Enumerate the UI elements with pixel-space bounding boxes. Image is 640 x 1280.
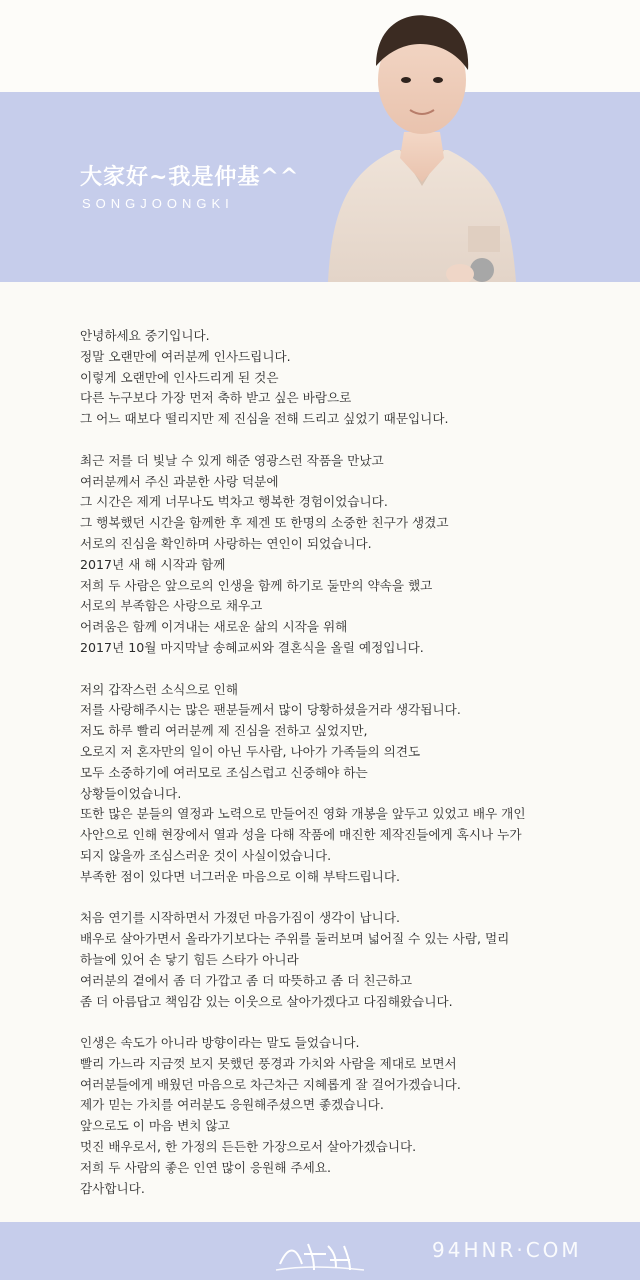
letter-line: 제가 믿는 가치를 여러분도 응원해주셨으면 좋겠습니다.: [80, 1097, 384, 1113]
letter-line: 서로의 진심을 확인하며 사랑하는 연인이 되었습니다.: [80, 535, 372, 551]
letter-line: 어려움은 함께 이겨내는 새로운 삶의 시작을 위해: [80, 619, 348, 635]
greeting-title: 大家好~我是仲基^^: [80, 164, 300, 190]
letter-line: 빨리 가느라 지금껏 보지 못했던 풍경과 가치와 사람을 제대로 보면서: [80, 1055, 457, 1071]
letter-line: 좀 더 아름답고 책임감 있는 이웃으로 살아가겠다고 다짐해왔습니다.: [80, 993, 453, 1009]
watermark-text: 94HNR·COM: [432, 1238, 582, 1262]
letter-line: 다른 누구보다 가장 먼저 축하 받고 싶은 바람으로: [80, 390, 352, 406]
letter-line: 여러분의 곁에서 좀 더 가깝고 좀 더 따뜻하고 좀 더 친근하고: [80, 972, 413, 988]
letter-line: 되지 않을까 조심스러운 것이 사실이었습니다.: [80, 847, 332, 863]
letter-line: 저희 두 사람은 앞으로의 인생을 함께 하기로 둘만의 약속을 했고: [80, 577, 433, 593]
letter-line: 여러분께서 주신 과분한 사랑 덕분에: [80, 473, 279, 489]
letter-line: 여러분들에게 배웠던 마음으로 차근차근 지혜롭게 잘 걸어가겠습니다.: [80, 1076, 461, 1092]
letter-line: 안녕하세요 중기입니다.: [80, 328, 210, 343]
letter-line: 그 행복했던 시간을 함께한 후 제겐 또 한명의 소중한 친구가 생겼고: [80, 515, 449, 531]
letter-line: 저희 두 사람의 좋은 인연 많이 응원해 주세요.: [80, 1159, 332, 1175]
letter-line: 최근 저를 더 빛날 수 있게 해준 영광스런 작품을 만났고: [80, 452, 384, 468]
letter-line: 인생은 속도가 아니라 방향이라는 말도 들었습니다.: [80, 1035, 360, 1051]
letter-paragraph: [80, 680, 628, 888]
letter-line: 2017년 10월 마지막날 송혜교씨와 결혼식을 올릴 예정입니다.: [80, 639, 424, 655]
letter-line: 또한 많은 분들의 열정과 노력으로 만들어진 영화 개봉을 앞두고 있었고 배우 개인: [80, 806, 526, 822]
letter-line: 2017년 새 해 시작과 함께: [80, 556, 226, 572]
letter-paragraph: [80, 1033, 628, 1199]
letter-line: 하늘에 있어 손 닿기 힘든 스타가 아니라: [80, 951, 299, 967]
letter-line: 저를 사랑해주시는 많은 팬분들께서 많이 당황하셨을거라 생각됩니다.: [80, 702, 461, 718]
letter-paragraph: [80, 451, 628, 659]
letter-line: 사안으로 인해 현장에서 열과 성을 다해 작품에 매진한 제작진들에게 혹시나 누가: [80, 827, 522, 843]
letter-line: 상황들이었습니다.: [80, 785, 182, 801]
greeting-name: SONGJOONGKI: [82, 196, 234, 211]
letter-line: 처음 연기를 시작하면서 가졌던 마음가짐이 생각이 납니다.: [80, 910, 400, 926]
letter-line: 모두 소중하기에 여러모로 조심스럽고 신중해야 하는: [80, 764, 368, 780]
letter-line: 저도 하루 빨리 여러분께 제 진심을 전하고 싶었지만,: [80, 723, 368, 739]
letter-line: 오로지 저 혼자만의 일이 아닌 두사람, 나아가 가족들의 의견도: [80, 743, 421, 759]
letter-line: 그 시간은 제게 너무나도 벅차고 행복한 경험이었습니다.: [80, 494, 388, 510]
letter-line: 저의 갑작스런 소식으로 인해: [80, 681, 238, 697]
letter-line: 이렇게 오랜만에 인사드리게 된 것은: [80, 369, 279, 385]
signature-icon: [270, 1236, 370, 1276]
letter-line: 감사합니다.: [80, 1180, 145, 1196]
letter-line: 그 어느 때보다 떨리지만 제 진심을 전해 드리고 싶었기 때문입니다.: [80, 411, 449, 427]
letter-line: 앞으로도 이 마음 변치 않고: [80, 1118, 230, 1134]
letter-line: 서로의 부족함은 사랑으로 채우고: [80, 598, 263, 614]
letter-paragraph: [80, 908, 628, 1012]
letter-line: 정말 오랜만에 여러분께 인사드립니다.: [80, 348, 291, 364]
letter-line: 부족한 점이 있다면 너그러운 마음으로 이해 부탁드립니다.: [80, 868, 400, 884]
letter-line: 배우로 살아가면서 올라가기보다는 주위를 둘러보며 넓어질 수 있는 사람, 멀리: [80, 931, 510, 947]
letter-body: [80, 326, 628, 1199]
profile-photo: [300, 0, 540, 282]
letter-line: 멋진 배우로서, 한 가정의 든든한 가장으로서 살아가겠습니다.: [80, 1139, 417, 1155]
letter-paragraph: [80, 326, 628, 430]
